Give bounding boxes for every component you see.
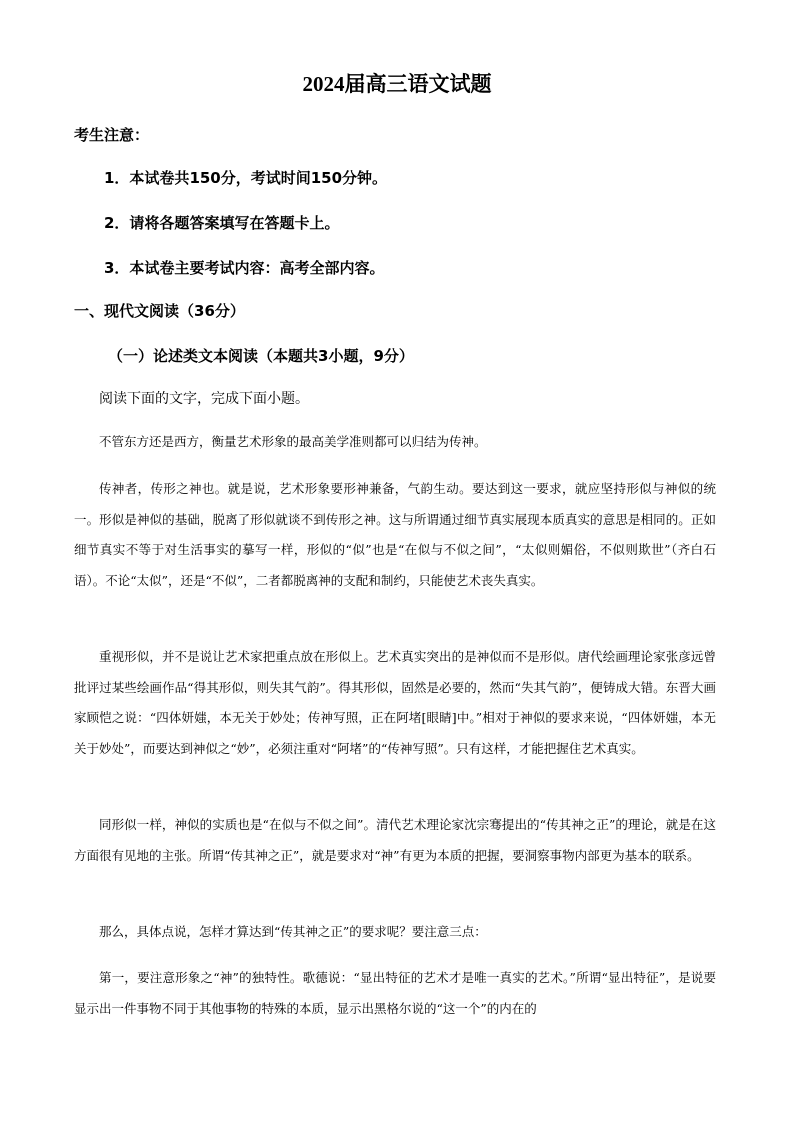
passage-paragraph-1: 不管东方还是西方，衡量艺术形象的最高美学准则都可以归结为传神。 xyxy=(99,434,487,449)
notice-item-3: 3．本试卷主要考试内容：高考全部内容。 xyxy=(104,259,385,277)
passage-paragraph-3: 重视形似，并不是说让艺术家把重点放在形似上。艺术真实突出的是神似而不是形似。唐代绘画理论家张彦远曾批评过某些绘画作品“得其形似，则失其气韵”。得其形似，固然是必要的，然而“失其气韵”，便铸成大错。东晋大画家顾恺之说：“四体妍媸，本无关于妙处；传神写照，正在阿堵[眼睛]中。”相对于神似的要求来说，“四体妍媸，本无关于妙处”，而要达到神似之“妙”，必须注重对“阿堵”的“传神写照”。只有这样，才能把握住艺术真实。 xyxy=(74,649,716,756)
passage-paragraph-4: 同形似一样，神似的实质也是“在似与不似之间”。清代艺术理论家沈宗骞提出的“传其神之正”的理论，就是在这方面很有见地的主张。所谓“传其神之正”，就是要求对“神”有更为本质的把握，要洞察事物内部更为基本的联系。 xyxy=(74,817,716,863)
passage-paragraph-6: 第一，要注意形象之“神”的独特性。歌德说：“显出特征的艺术才是唯一真实的艺术。”所谓“显出特征”，是说要显示出一件事物不同于其他事物的特殊的本质，显示出黑格尔说的“这一个”的内在的 xyxy=(74,970,716,1016)
notice-item-1: 1．本试卷共150分，考试时间150分钟。 xyxy=(104,169,388,187)
reading-instruction: 阅读下面的文字，完成下面小题。 xyxy=(99,391,309,407)
subsection-heading: （一）论述类文本阅读（本题共3小题，9分） xyxy=(108,347,414,365)
notice-heading: 考生注意： xyxy=(74,126,150,144)
passage-paragraph-2: 传神者，传形之神也。就是说，艺术形象要形神兼备，气韵生动。要达到这一要求，就应坚持形似与神似的统一。形似是神似的基础，脱离了形似就谈不到传形之神。这与所谓通过细节真实展现本质真实的意思是相同的。正如细节真实不等于对生活事实的摹写一样，形似的“似”也是“在似与不似之间”，“太似则媚俗，不似则欺世”（齐白石语）。不论“太似”，还是“不似”，二者都脱离神的支配和制约，只能使艺术丧失真实。 xyxy=(74,481,716,588)
section-heading: 一、现代文阅读（36分） xyxy=(74,302,245,320)
page-title: 2024届高三语文试题 xyxy=(302,72,492,96)
passage-paragraph-5: 那么，具体点说，怎样才算达到“传其神之正”的要求呢？要注意三点： xyxy=(99,924,487,939)
notice-item-2: 2．请将各题答案填写在答题卡上。 xyxy=(104,214,340,232)
